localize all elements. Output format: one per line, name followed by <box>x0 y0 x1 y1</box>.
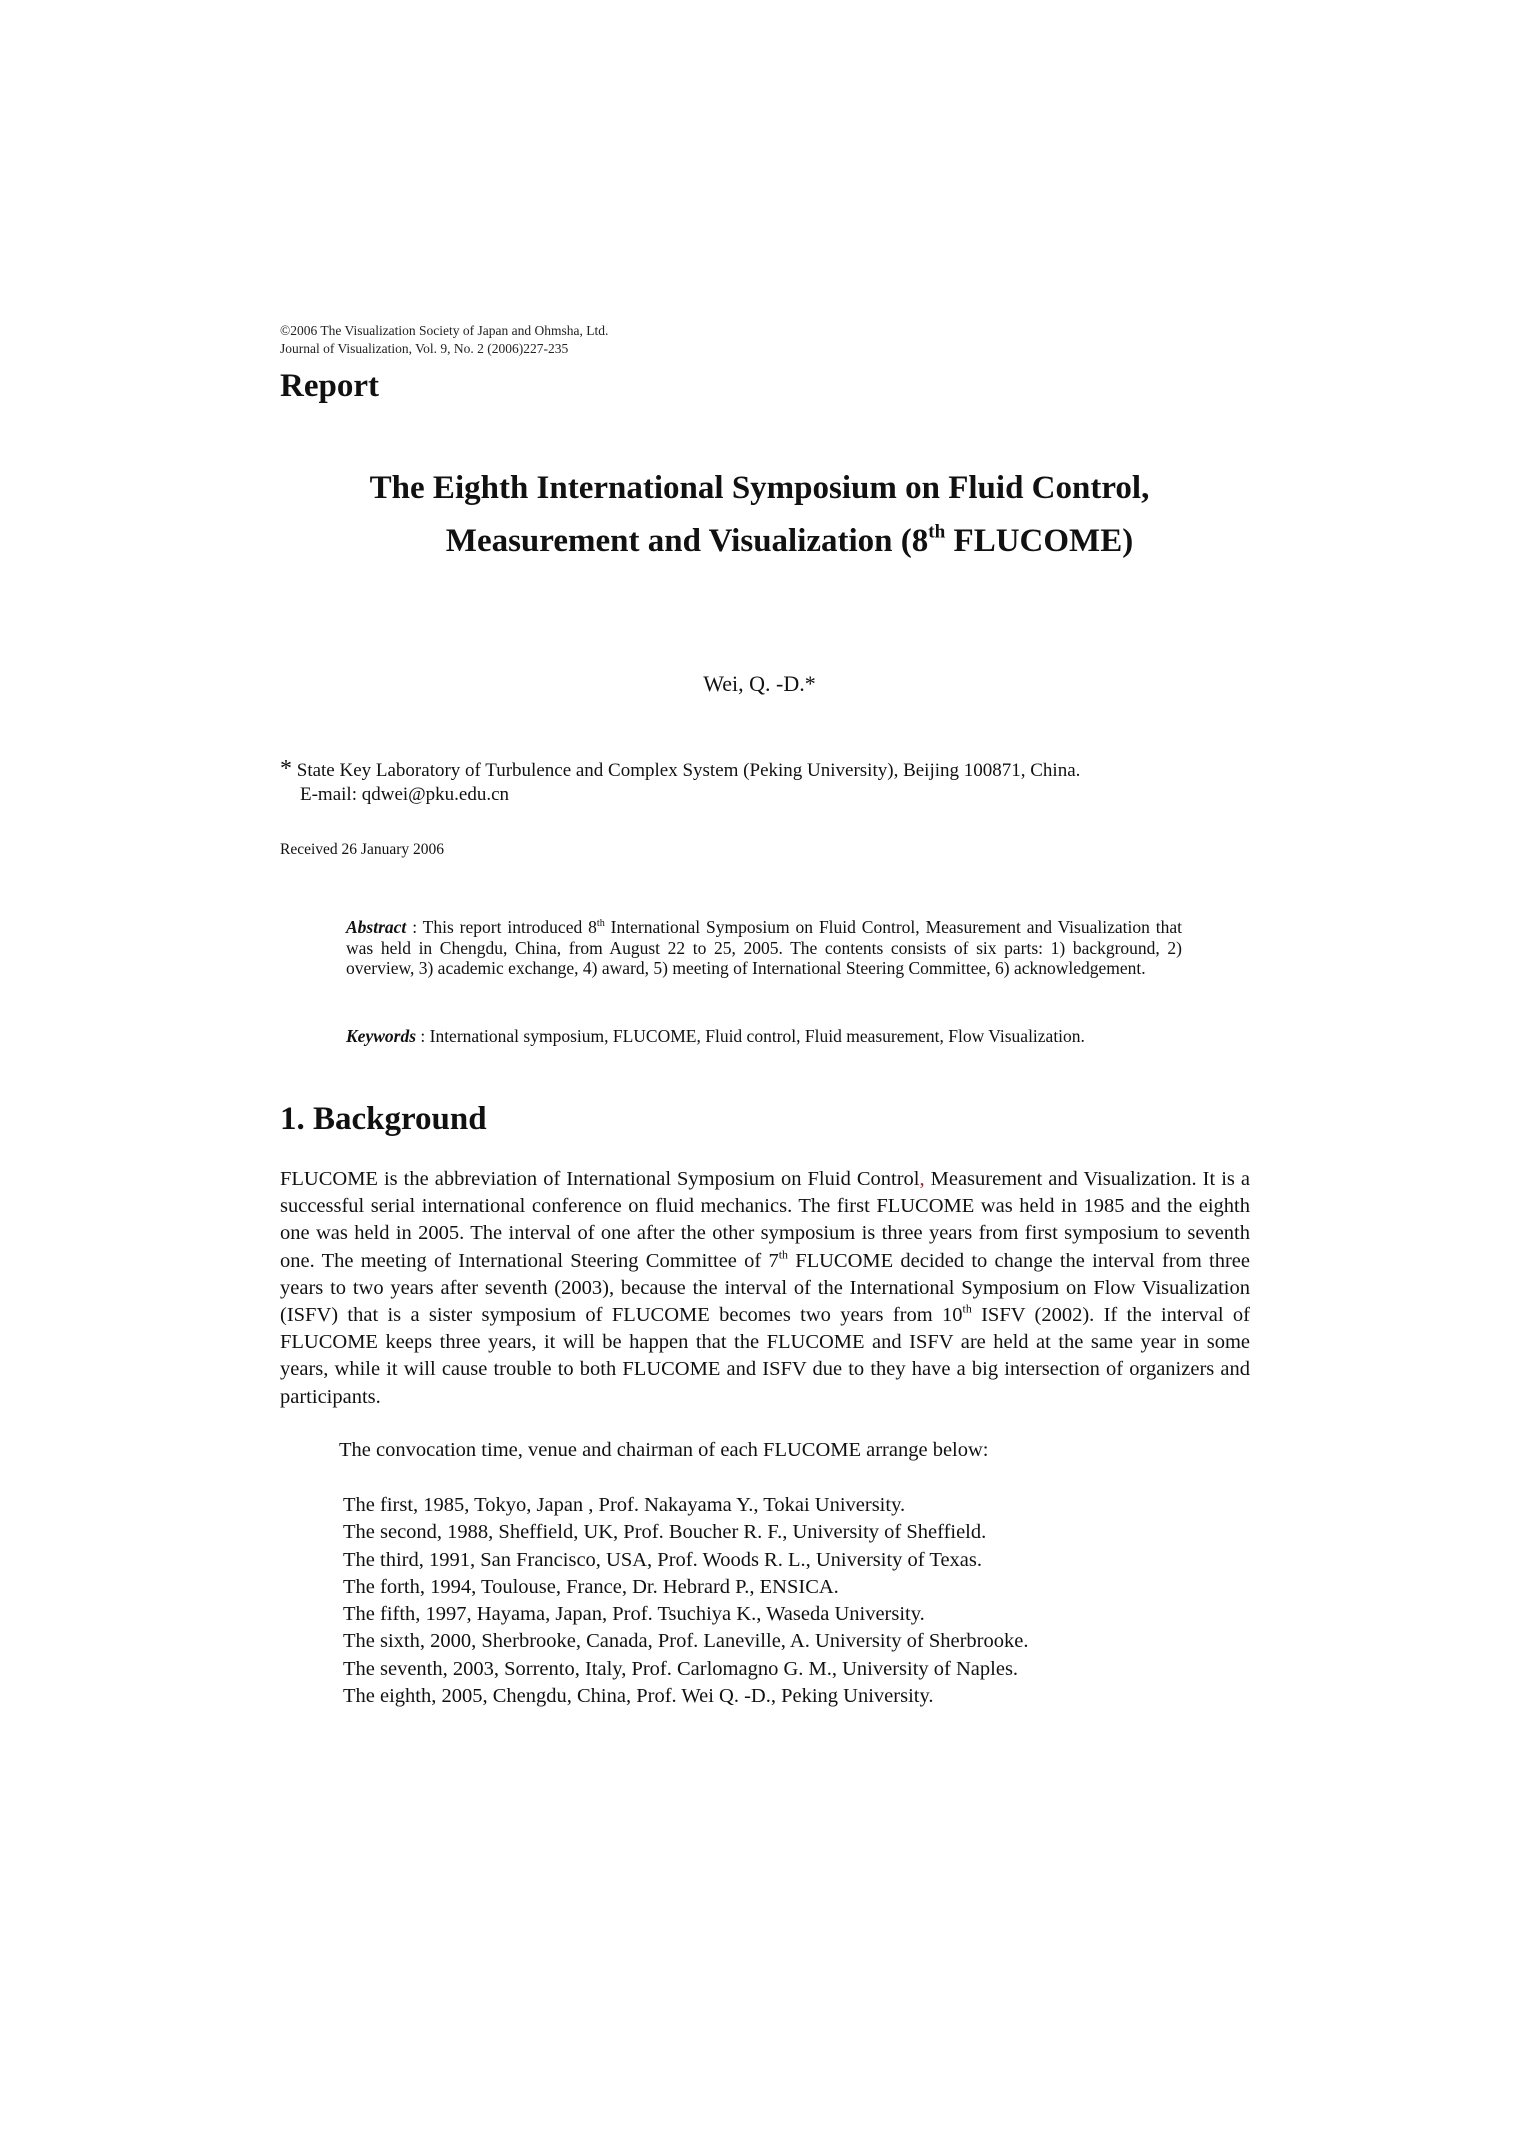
affiliation-line <box>280 757 1080 783</box>
affiliation-star: * <box>280 756 292 782</box>
para-superscript-2: th <box>962 1301 972 1316</box>
list-item: The first, 1985, Tokyo, Japan , Prof. Nakayama Y., Tokai University. <box>343 1494 906 1516</box>
title-superscript: th <box>928 521 946 543</box>
para-part-d: ISFV (2002). If the interval of FLUCOME keeps three years, it will be happen that the FLUCOME and ISFV are held at the same year in some years, while it will cause trouble to both FLUCOME and ISFV due to they have a big intersection of organizers and participants. <box>280 1304 1250 1408</box>
para-part-a: FLUCOME is the abbreviation of International Symposium on Fluid Control <box>280 1168 920 1190</box>
list-item: The second, 1988, Sheffield, UK, Prof. Boucher R. F., University of Sheffield. <box>343 1521 987 1544</box>
title-line-1: The Eighth International Symposium on Fluid Control, <box>369 470 1150 506</box>
abstract-superscript: th <box>596 917 605 929</box>
section-heading-background: 1. Background <box>280 1101 487 1137</box>
abstract <box>346 917 1182 979</box>
title-line-2-post: FLUCOME) <box>945 523 1134 559</box>
affiliation <box>280 757 1080 807</box>
list-item: The third, 1991, San Francisco, USA, Prof. Woods R. L., University of Texas. <box>343 1548 983 1571</box>
list-item: The forth, 1994, Toulouse, France, Dr. Hebrard P., ENSICA. <box>343 1575 839 1598</box>
para-part-b: Measurement and Visualization. It is a successful serial international conference on fluid mechanics. The first FLUCOME was held in 1985 and the eighth one was held in 2005. The interval of one after the other symposium is three years from first symposium to seventh one. The meeting of International Steering Committee of 7 <box>280 1168 1250 1272</box>
keywords-label: Keywords <box>346 1026 416 1046</box>
list-intro: The convocation time, venue and chairman of each FLUCOME arrange below: <box>339 1439 989 1461</box>
background-paragraph <box>280 1166 1250 1411</box>
para-superscript-1: th <box>778 1247 788 1262</box>
abstract-text: International Symposium on Fluid Control, Measurement and Visualization that was held in Chengdu, China, from August 22 to 25, 2005. The contents consists of six parts: 1) background, 2) overview, 3) academic exchange, 4) award, 5) meeting of International Steering Committee, 6) acknowledgement. <box>346 917 1182 978</box>
abstract-pre: : This report introduced 8 <box>406 917 597 937</box>
abstract-label: Abstract <box>346 917 407 937</box>
journal-citation: Journal of Visualization, Vol. 9, No. 2 (2006)227-235 <box>280 341 569 356</box>
keywords <box>346 1026 1182 1047</box>
paper-title <box>0 462 1519 568</box>
copyright-line: ©2006 The Visualization Society of Japan and Ohmsha, Ltd. <box>280 323 609 338</box>
author: Wei, Q. -D.* <box>703 671 816 696</box>
report-label: Report <box>280 368 379 404</box>
received-date: Received 26 January 2006 <box>280 841 444 858</box>
copyright-block <box>280 322 608 358</box>
affiliation-text: State Key Laboratory of Turbulence and Complex System (Peking University), Beijing 100871, China. <box>292 760 1081 781</box>
email-line: E-mail: qdwei@pku.edu.cn <box>300 784 510 805</box>
para-red-comma: , <box>919 1168 925 1190</box>
list-item: The seventh, 2003, Sorrento, Italy, Prof. Carlomagno G. M., University of Naples. <box>343 1657 1019 1680</box>
list-item: The sixth, 2000, Sherbrooke, Canada, Prof. Laneville, A. University of Sherbrooke. <box>343 1630 1029 1653</box>
list-item: The eighth, 2005, Chengdu, China, Prof. Wei Q. -D., Peking University. <box>343 1685 934 1708</box>
title-line-2-pre: Measurement and Visualization (8 <box>445 523 929 559</box>
keywords-text: : International symposium, FLUCOME, Fluid control, Fluid measurement, Flow Visualization. <box>416 1026 1085 1046</box>
flucome-history-list <box>343 1492 1028 1710</box>
list-item: The fifth, 1997, Hayama, Japan, Prof. Tsuchiya K., Waseda University. <box>343 1603 925 1626</box>
title-line-2 <box>0 515 1519 568</box>
para-part-c: FLUCOME decided to change the interval from three years to two years after seventh (2003), because the interval of the International Symposium on Flow Visualization (ISFV) that is a sister symposium of FLUCOME becomes two years from 10 <box>280 1249 1251 1327</box>
